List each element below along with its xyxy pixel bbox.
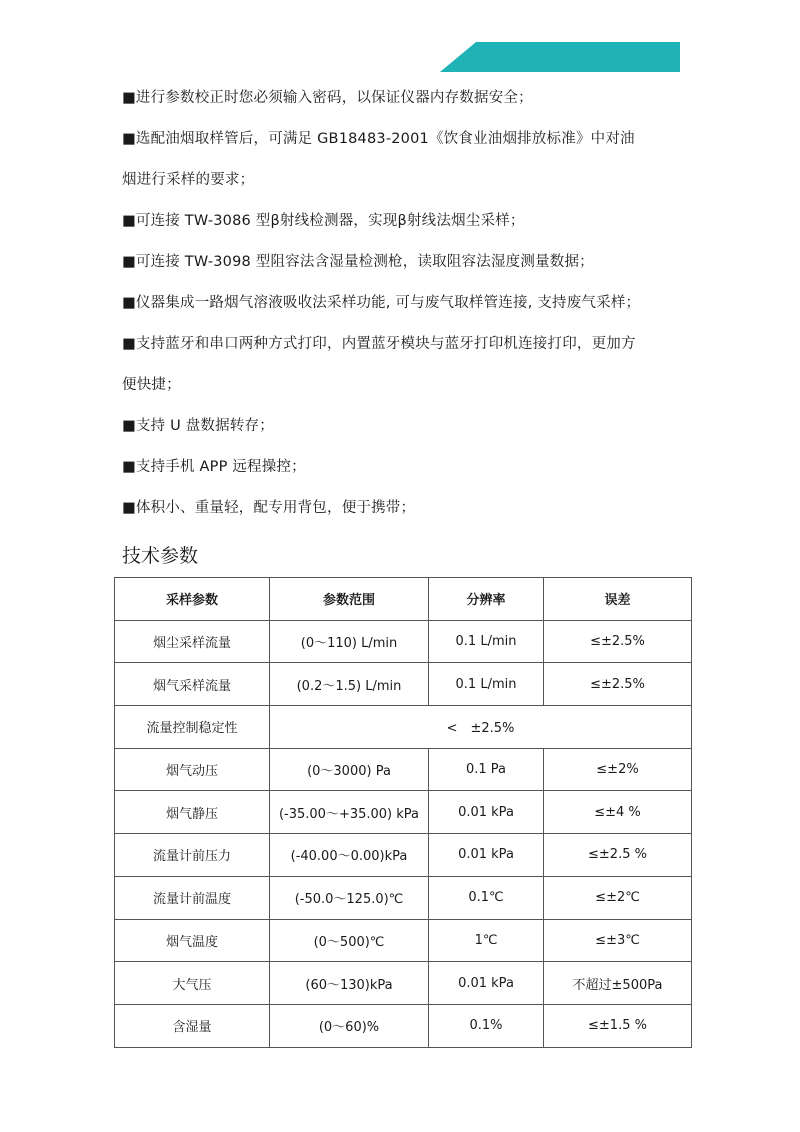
feature-item: ■进行参数校正时您必须输入密码，以保证仪器内存数据安全； [122,90,533,106]
table-cell: 烟气动压 [115,748,270,791]
table-row [115,620,692,663]
table-cell: ≤±3℃ [544,919,692,962]
table-cell: 不超过±500Pa [544,962,692,1005]
table-cell: 0.1 L/min [429,663,544,706]
table-row [115,748,692,791]
feature-item: ■选配油烟取样管后，可满足 GB18483-2001《饮食业油烟排放标准》中对油 [122,131,635,147]
table-row [115,834,692,877]
table-cell: (0～3000) Pa [270,748,429,791]
table-cell: 烟气温度 [115,919,270,962]
table-cell: ≤±4 % [544,791,692,834]
table-cell: (-40.00～0.00)kPa [270,834,429,877]
table-cell: 流量计前温度 [115,876,270,919]
table-cell: 含湿量 [115,1004,270,1047]
table-cell: 流量计前压力 [115,834,270,877]
table-cell: 烟尘采样流量 [115,620,270,663]
table-cell: 烟气采样流量 [115,663,270,706]
table-cell: ≤±1.5 % [544,1004,692,1047]
feature-item: ■支持 U 盘数据转存； [122,418,274,434]
header-banner [440,42,680,72]
params-table [114,577,692,1048]
table-cell: 0.1% [429,1004,544,1047]
feature-item: ■可连接 TW-3086 型β射线检测器，实现β射线法烟尘采样； [122,213,525,229]
table-cell: 0.1℃ [429,876,544,919]
table-cell: 0.1 L/min [429,620,544,663]
table-cell: 1℃ [429,919,544,962]
table-row [115,919,692,962]
feature-item: 便快捷； [122,377,181,393]
table-header-row [115,578,692,621]
header-cell: 误差 [544,578,692,621]
table-cell: 0.01 kPa [429,791,544,834]
table-row [115,706,692,749]
table-row [115,663,692,706]
table-cell: 烟气静压 [115,791,270,834]
table-cell: 大气压 [115,962,270,1005]
table-row [115,791,692,834]
table-cell: 流量控制稳定性 [115,706,270,749]
feature-item: ■可连接 TW-3098 型阻容法含湿量检测枪，读取阻容法湿度测量数据； [122,254,594,270]
table-cell: (-35.00～+35.00) kPa [270,791,429,834]
feature-item: ■支持手机 APP 远程操控； [122,459,306,475]
header-cell: 采样参数 [115,578,270,621]
section-title: 技术参数 [122,545,199,567]
table-cell: ≤±2% [544,748,692,791]
feature-item: ■体积小、重量轻，配专用背包，便于携带； [122,500,416,516]
table-row [115,876,692,919]
feature-list [122,78,702,529]
header-cell: 分辨率 [429,578,544,621]
table-row [115,962,692,1005]
feature-item: ■支持蓝牙和串口两种方式打印，内置蓝牙模块与蓝牙打印机连接打印，更加方 [122,336,636,352]
feature-item: ■仪器集成一路烟气溶液吸收法采样功能, 可与废气取样管连接, 支持废气采样； [122,295,641,311]
table-cell: 0.1 Pa [429,748,544,791]
table-row [115,1004,692,1047]
table-cell: ≤±2.5 % [544,834,692,877]
table-cell: (-50.0～125.0)℃ [270,876,429,919]
table-cell: ≤±2.5% [544,620,692,663]
table-cell: (0～60)% [270,1004,429,1047]
table-cell: (0～110) L/min [270,620,429,663]
table-cell: ≤±2℃ [544,876,692,919]
table-cell: 0.01 kPa [429,962,544,1005]
table-cell: 0.01 kPa [429,834,544,877]
header-cell: 参数范围 [270,578,429,621]
table-cell: (0.2～1.5) L/min [270,663,429,706]
feature-item: 烟进行采样的要求； [122,172,255,188]
table-cell: (60～130)kPa [270,962,429,1005]
table-cell: ≤±2.5% [544,663,692,706]
table-cell: (0～500)℃ [270,919,429,962]
table-cell-merged: < ±2.5% [270,706,692,749]
